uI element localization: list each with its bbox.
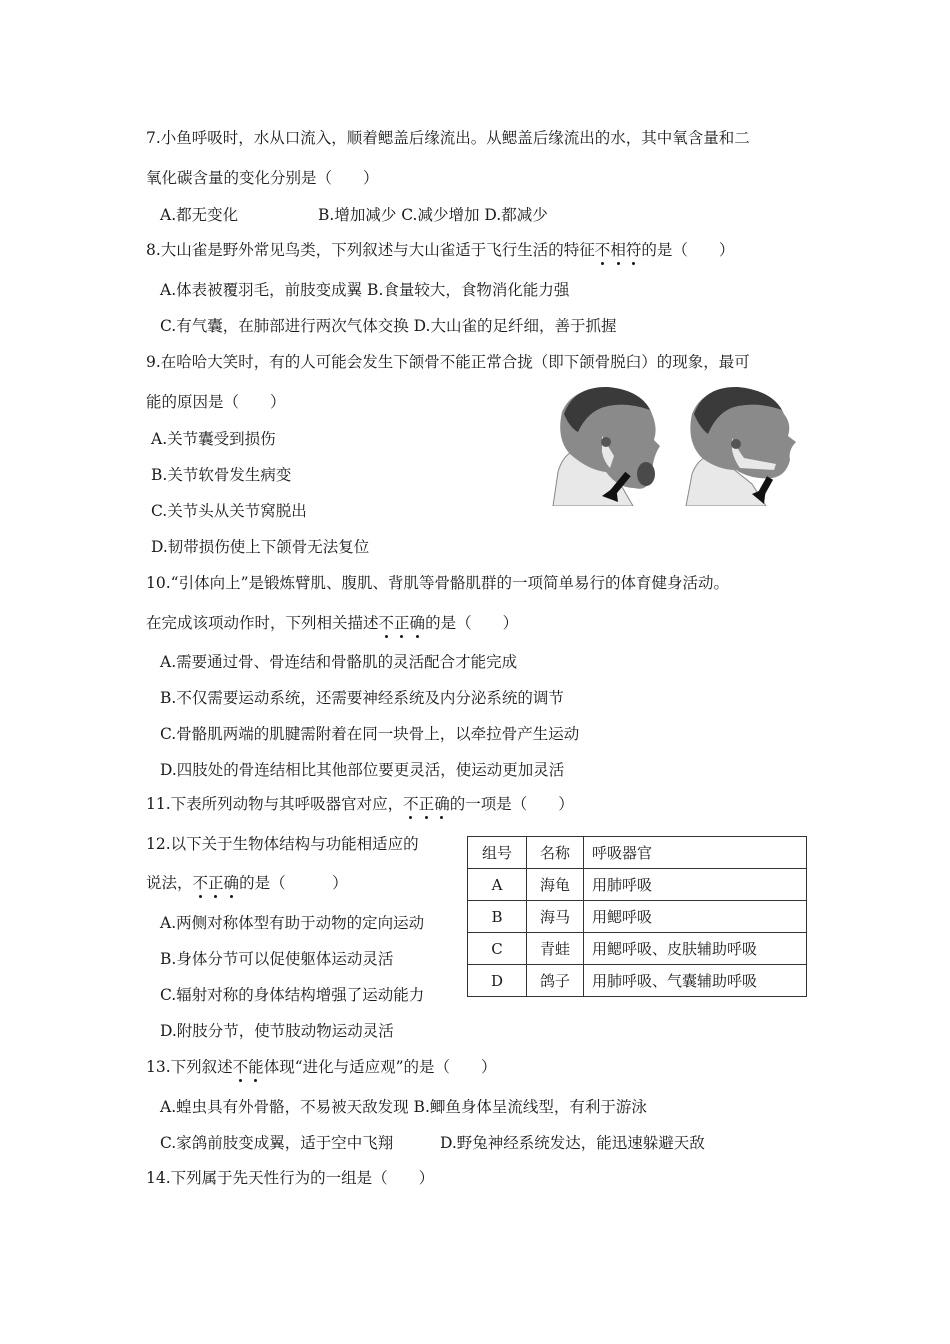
q7-options-bcd: B.增加减少 C.减少增加 D.都减少 (318, 206, 548, 224)
emphasis-char: 不 (594, 241, 611, 259)
q7-option-a: A.都无变化 (160, 206, 239, 224)
jaw-normal-figure (676, 384, 801, 506)
header-group-no: 组号 (468, 837, 527, 869)
emphasis-char: 确 (223, 874, 240, 892)
cell-name: 海龟 (527, 869, 584, 901)
q11-stem: 11.下表所列动物与其呼吸器官对应，不正确的一项是（ ） (146, 795, 574, 813)
cell-name: 海马 (527, 901, 584, 933)
emphasis-char: 正 (418, 795, 435, 813)
cell-group: A (468, 869, 527, 901)
table-header-row (468, 837, 807, 869)
q9-stem-line2: 能的原因是（ ） (146, 393, 286, 411)
emphasis-char: 正 (394, 614, 410, 632)
q9-option-b: B.关节软骨发生病变 (151, 466, 292, 484)
q12-option-c: C.辐射对称的身体结构增强了运动能力 (160, 986, 425, 1004)
q12-stem-line1: 12.以下关于生物体结构与功能相适应的 (146, 835, 419, 853)
cell-name: 鸽子 (527, 965, 584, 997)
emphasis-char: 不 (192, 874, 209, 892)
q8-options-ab: A.体表被覆羽毛，前肢变成翼 B.食量较大，食物消化能力强 (160, 281, 570, 299)
q10-option-b: B.不仅需要运动系统，还需要神经系统及内分泌系统的调节 (160, 689, 564, 707)
q12-option-b: B.身体分节可以促使躯体运动灵活 (160, 950, 394, 968)
emphasis-char: 确 (434, 795, 450, 813)
cell-organ: 用鳃呼吸、皮肤辅助呼吸 (584, 933, 807, 965)
q9-option-c: C.关节头从关节窝脱出 (151, 502, 307, 520)
cell-organ: 用肺呼吸 (584, 869, 807, 901)
emphasis-char: 不 (403, 795, 419, 813)
q10-stem-line2: 在完成该项动作时，下列相关描述不正确的是（ ） (146, 614, 519, 632)
emphasis-char: 正 (208, 874, 224, 892)
q7-stem-line2: 氧化碳含量的变化分别是（ ） (146, 169, 379, 187)
q13-option-c: C.家鸽前肢变成翼，适于空中飞翔 (160, 1134, 394, 1152)
cell-group: B (468, 901, 527, 933)
respiratory-organ-table (467, 836, 807, 997)
q13-stem: 13.下列叙述不能体现“进化与适应观”的是（ ） (146, 1058, 497, 1076)
q13-option-d: D.野兔神经系统发达，能迅速躲避天敌 (440, 1134, 705, 1152)
emphasis-char: 相 (610, 241, 626, 259)
cell-group: D (468, 965, 527, 997)
header-name: 名称 (527, 837, 584, 869)
q9-option-a: A.关节囊受到损伤 (151, 430, 276, 448)
q10-option-c: C.骨骼肌两端的肌腱需附着在同一块骨上，以牵拉骨产生运动 (160, 725, 580, 743)
emphasis-char: 确 (409, 614, 426, 632)
q12-option-a: A.两侧对称体型有助于动物的定向运动 (160, 914, 425, 932)
table-row (468, 869, 807, 901)
q8-stem: 8.大山雀是野外常见鸟类，下列叙述与大山雀适于飞行生活的特征不相符的是（ ） (146, 241, 735, 259)
q13-options-ab: A.蝗虫具有外骨骼，不易被天敌发现 B.鲫鱼身体呈流线型，有利于游泳 (160, 1098, 647, 1116)
q10-stem-line1: 10.“引体向上”是锻炼臂肌、腹肌、背肌等骨骼肌群的一项简单易行的体育健身活动。 (146, 574, 730, 592)
emphasis-char: 不 (232, 1058, 249, 1076)
cell-name: 青蛙 (527, 933, 584, 965)
table-row (468, 901, 807, 933)
q12-option-d: D.附肢分节，使节肢动物运动灵活 (160, 1022, 394, 1040)
cell-organ: 用肺呼吸、气囊辅助呼吸 (584, 965, 807, 997)
q9-option-d: D.韧带损伤使上下颌骨无法复位 (151, 538, 370, 556)
q7-stem-line1: 7.小鱼呼吸时，水从口流入，顺着鳃盖后缘流出。从鳃盖后缘流出的水，其中氧含量和二 (146, 129, 750, 147)
table-row (468, 965, 807, 997)
q10-option-d: D.四肢处的骨连结相比其他部位要更灵活，使运动更加灵活 (160, 761, 565, 779)
q14-stem: 14.下列属于先天性行为的一组是（ ） (146, 1169, 435, 1187)
emphasis-char: 符 (625, 241, 642, 259)
cell-group: C (468, 933, 527, 965)
q10-option-a: A.需要通过骨、骨连结和骨骼肌的灵活配合才能完成 (160, 653, 518, 671)
q8-options-cd: C.有气囊，在肺部进行两次气体交换 D.大山雀的足纤细，善于抓握 (160, 317, 617, 335)
header-respiratory-organ: 呼吸器官 (584, 837, 807, 869)
q12-stem-line2: 说法，不正确的是（ ） (146, 874, 348, 892)
table-row (468, 933, 807, 965)
cell-organ: 用鳃呼吸 (584, 901, 807, 933)
jaw-dislocation-figure (548, 384, 673, 506)
q9-stem-line1: 9.在哈哈大笑时，有的人可能会发生下颌骨不能正常合拢（即下颌骨脱臼）的现象，最可 (146, 353, 750, 371)
emphasis-char: 不 (378, 614, 395, 632)
emphasis-char: 能 (248, 1058, 264, 1076)
